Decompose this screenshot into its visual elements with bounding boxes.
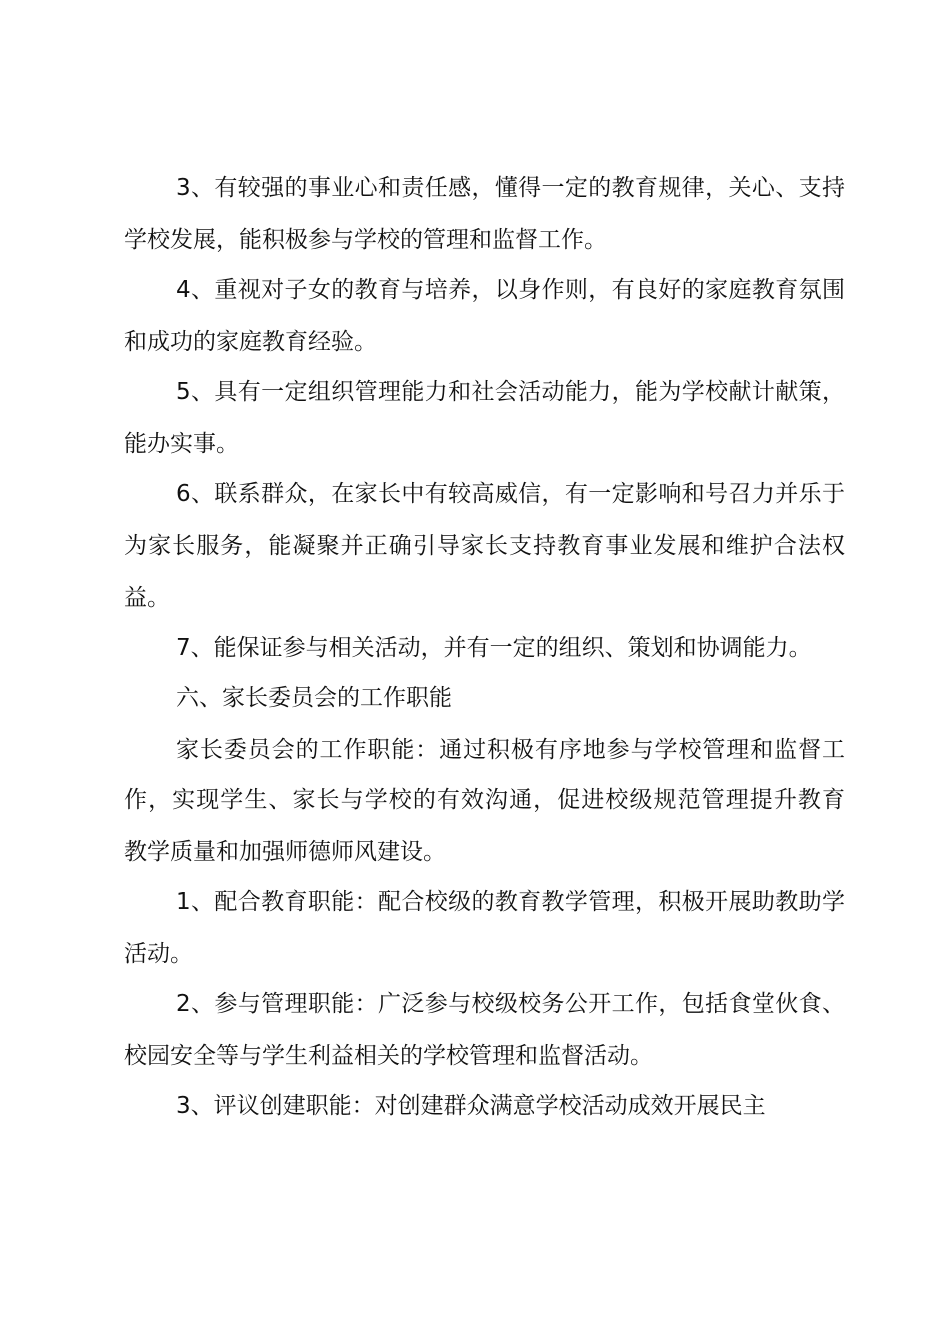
paragraph-6-line-2: 为家长服务，能凝聚并正确引导家长支持教育事业发展和维护合法权	[124, 533, 845, 559]
section-intro-line-1: 家长委员会的工作职能：通过积极有序地参与学校管理和监督工	[176, 737, 845, 763]
function-1-line-2: 活动。	[124, 941, 193, 967]
paragraph-7-line-1: 7、能保证参与相关活动，并有一定的组织、策划和协调能力。	[176, 635, 812, 661]
paragraph-3-line-2: 学校发展，能积极参与学校的管理和监督工作。	[124, 227, 607, 253]
function-3-line-1: 3、评议创建职能：对创建群众满意学校活动成效开展民主	[176, 1093, 766, 1119]
paragraph-6-line-3: 益。	[124, 585, 170, 611]
function-1-line-1: 1、配合教育职能：配合校级的教育教学管理，积极开展助教助学	[176, 889, 845, 915]
section-heading: 六、家长委员会的工作职能	[176, 685, 452, 711]
paragraph-5-line-2: 能办实事。	[124, 431, 239, 457]
paragraph-3-line-1: 3、有较强的事业心和责任感，懂得一定的教育规律，关心、支持	[176, 175, 845, 201]
paragraph-4-line-1: 4、重视对子女的教育与培养，以身作则，有良好的家庭教育氛围	[176, 277, 845, 303]
section-intro-line-2: 作，实现学生、家长与学校的有效沟通，促进校级规范管理提升教育	[124, 787, 845, 813]
section-intro-line-3: 教学质量和加强师德师风建设。	[124, 839, 446, 865]
paragraph-5-line-1: 5、具有一定组织管理能力和社会活动能力，能为学校献计献策，	[176, 379, 845, 405]
function-2-line-2: 校园安全等与学生利益相关的学校管理和监督活动。	[124, 1043, 653, 1069]
paragraph-6-line-1: 6、联系群众，在家长中有较高威信，有一定影响和号召力并乐于	[176, 481, 845, 507]
function-2-line-1: 2、参与管理职能：广泛参与校级校务公开工作，包括食堂伙食、	[176, 991, 845, 1017]
paragraph-4-line-2: 和成功的家庭教育经验。	[124, 329, 377, 355]
